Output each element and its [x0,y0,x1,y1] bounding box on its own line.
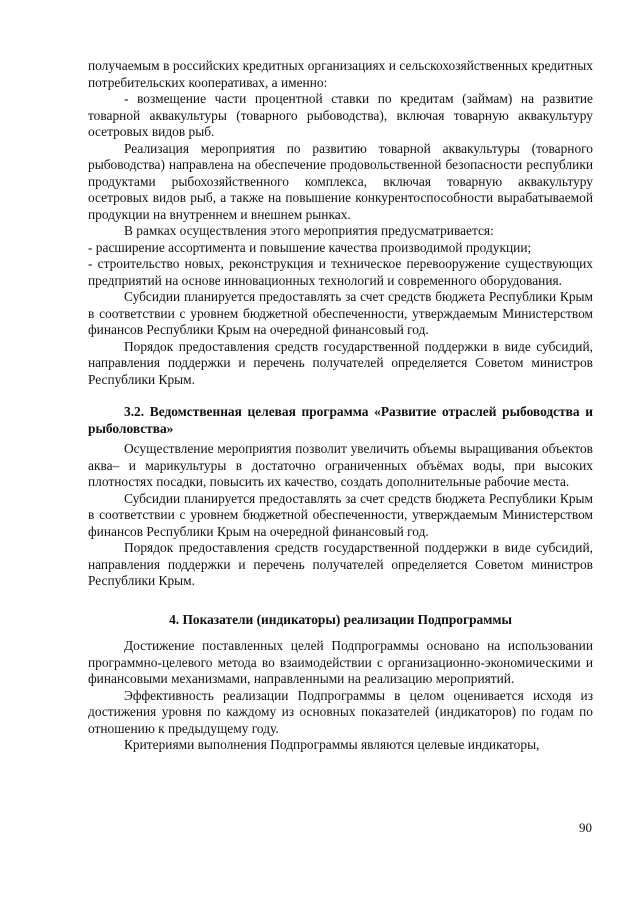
page-number: 90 [579,820,592,835]
paragraph-list-item: - расширение ассортимента и повышение качества производимой продукции; [88,239,532,255]
paragraph: Порядок предоставления средств государственной поддержки в виде субсидий, направления поддержки и перечень получателей определяется Советом министров Республики Крым. [88,540,593,588]
section-heading-3-2: 3.2. Ведомственная целевая программа «Развитие отраслей рыбоводства и рыболовства» [88,404,593,436]
section-heading-4: 4. Показатели (индикаторы) реализации Подпрограммы [169,611,512,627]
paragraph-list-item: - строительство новых, реконструкция и техническое перевооружение существующих предприятий на основе инновационных технологий и современного оборудования. [88,256,593,288]
paragraph: Порядок предоставления средств государственной поддержки в виде субсидий, направления поддержки и перечень получателей определяется Советом министров Республики Крым. [88,338,593,387]
paragraph-list-item: - возмещение части процентной ставки по кредитам (займам) на развитие товарной аквакультуры (товарного рыбоводства), включая товарную аквакультуру осетровых видов рыб. [88,91,593,139]
paragraph: Эффективность реализации Подпрограммы в целом оценивается исходя из достижения уровня по каждому из основных показателей (индикаторов) по годам по отношению к предыдущему году. [88,687,593,736]
paragraph: Осуществление мероприятия позволит увеличить объемы выращивания объектов аква– и марикультуры в достаточно ограниченных объёмах воды, при высоких плотностях посадки, повысить их качество, создать дополнительные рабочие места. [88,441,593,489]
paragraph: Достижение поставленных целей Подпрограммы основано на использовании программно-целевого метода во взаимодействии с организационно-экономическими и финансовыми механизмами, направленными на реализацию мероприятий. [88,638,593,686]
paragraph: Критериями выполнения Подпрограммы являются целевые индикаторы, [124,737,540,752]
document-page [88,58,593,754]
paragraph: Субсидии планируется предоставлять за счет средств бюджета Республики Крым в соответствии с уровнем бюджетной обеспеченности, утверждаемым Министерством финансов Республики Крым на очередной финансовый год. [88,490,593,539]
paragraph-continuation: получаемым в российских кредитных организациях и сельскохозяйственных кредитных потребительских кооперативах, а именно: [88,58,593,90]
paragraph: Субсидии планируется предоставлять за счет средств бюджета Республики Крым в соответствии с уровнем бюджетной обеспеченности, утверждаемым Министерством финансов Республики Крым на очередной финансовый год. [88,289,593,337]
paragraph: В рамках осуществления этого мероприятия предусматривается: [124,223,494,238]
paragraph: Реализация мероприятия по развитию товарной аквакультуры (товарного рыбоводства) направлена на обеспечение продовольственной безопасности республики продуктами рыбохозяйственного комплекса, включая товарную аквакультуру осетровых видов рыб, а также на повышение конкурентоспособности вырабатываемой продукции на внутреннем и внешнем рынках. [88,140,593,222]
